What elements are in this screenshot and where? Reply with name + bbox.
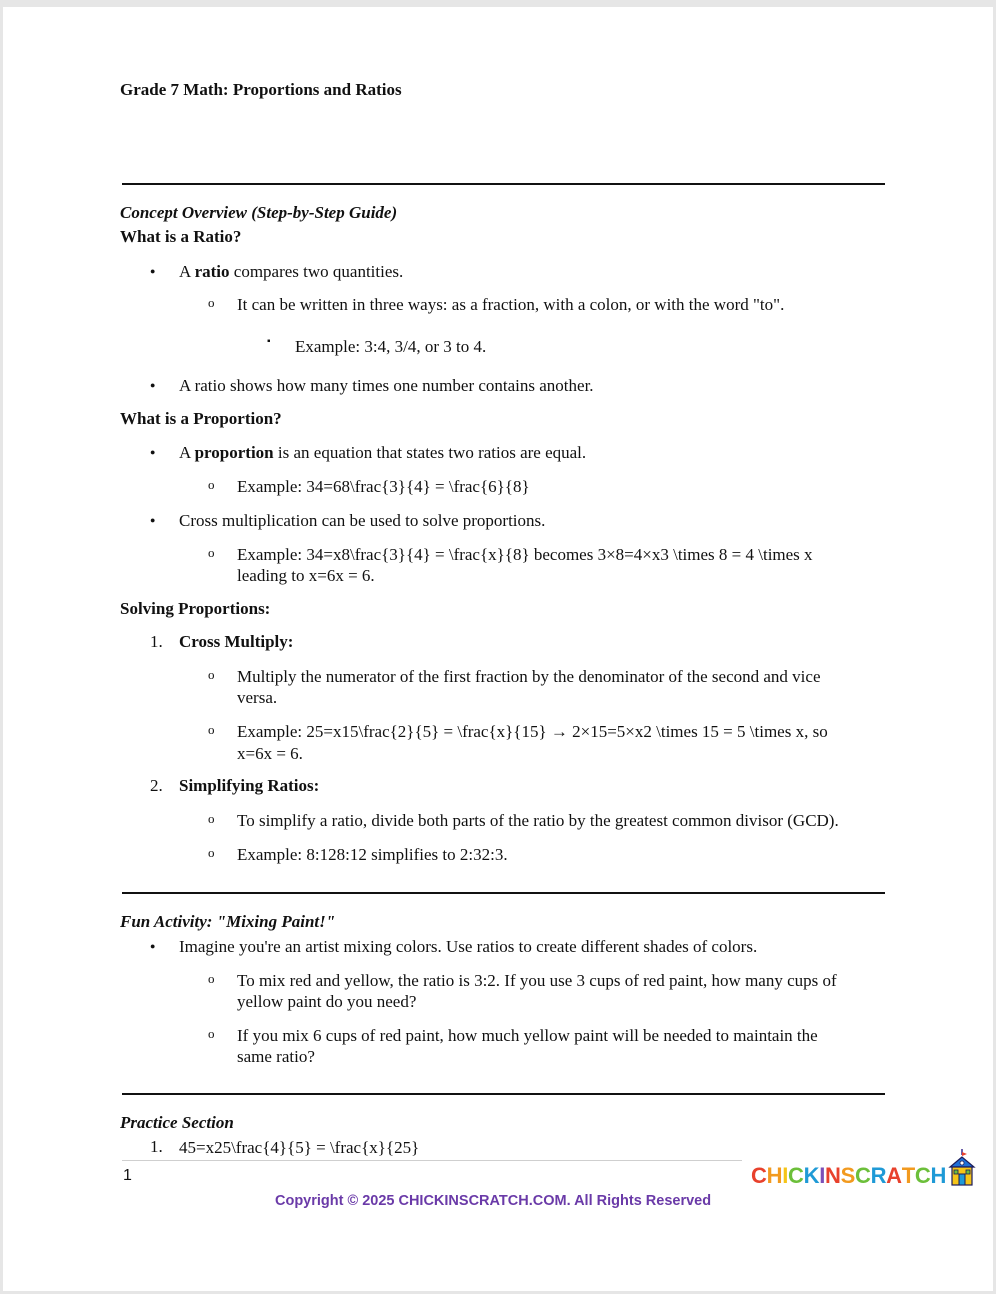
bullet-square: ▪ [267,336,271,347]
section-heading-practice: Practice Section [120,1113,234,1132]
bullet-circle: o [208,845,215,860]
logo-letter: H [930,1163,947,1188]
practice-problem: 45=x25\frac{4}{5} = \frac{x}{25} [179,1138,420,1157]
list-item-continued: leading to x=6x = 6. [237,566,375,585]
list-item: Example: 34=68\frac{3}{4} = \frac{6}{8} [237,477,530,496]
logo-letter: T [901,1163,915,1188]
list-item: Example: 34=x8\frac{3}{4} = \frac{x}{8} becomes 3×8=4×x3 \times 8 = 4 \times x [237,545,813,564]
list-item: Cross multiplication can be used to solve proportions. [179,511,546,530]
logo-letter: C [751,1163,767,1188]
subheading-ratio: What is a Ratio? [120,227,242,246]
logo-letter: H [766,1163,783,1188]
list-item: Imagine you're an artist mixing colors. Use ratios to create different shades of colors. [179,937,758,956]
list-item: A ratio shows how many times one number contains another. [179,376,594,395]
bullet-disc [150,261,155,281]
logo-letter: C [854,1163,871,1188]
bullet-circle: o [208,295,215,310]
list-item: To mix red and yellow, the ratio is 3:2. If you use 3 cups of red paint, how many cups of [237,971,837,990]
list-item: A ratio compares two quantities. [179,262,404,281]
list-item-continued: versa. [237,688,278,707]
step-label: Simplifying Ratios: [179,776,320,795]
divider [122,892,885,894]
step-label: Cross Multiply: [179,632,294,651]
list-item: To simplify a ratio, divide both parts of the ratio by the greatest common divisor (GCD). [237,811,839,830]
schoolhouse-icon [948,1149,976,1189]
list-item: A proportion is an equation that states two ratios are equal. [179,443,587,462]
bullet-circle: o [208,811,215,826]
subheading-solving: Solving Proportions: [120,599,271,618]
list-item-continued: x=6x = 6. [237,744,303,763]
logo-letter: R [870,1163,887,1188]
bullet-disc [150,442,155,462]
list-item: It can be written in three ways: as a fraction, with a colon, or with the word "to". [237,295,785,314]
bullet-circle: o [208,545,215,560]
logo-letter: K [803,1163,820,1188]
logo-letter: I [782,1163,788,1188]
bullet-circle: o [208,667,215,682]
divider [122,183,885,185]
logo-letter: C [788,1163,804,1188]
list-item: Multiply the numerator of the first fraction by the denominator of the second and vice [237,667,821,686]
list-item-continued: yellow paint do you need? [237,992,417,1011]
logo-letter: C [914,1163,931,1188]
document-page [3,7,993,1291]
bullet-circle: o [208,477,215,492]
logo-letter: I [819,1163,825,1188]
list-item: If you mix 6 cups of red paint, how much yellow paint will be needed to maintain the [237,1026,818,1045]
copyright-text: Copyright © 2025 CHICKINSCRATCH.COM. All Rights Reserved [275,1193,712,1209]
logo-letter: S [840,1163,855,1188]
section-heading-concept: Concept Overview (Step-by-Step Guide) [120,203,398,222]
logo-wordmark [751,1163,946,1189]
list-number: 2. [150,776,163,795]
page-number: 1 [123,1167,132,1184]
bullet-disc [150,510,155,530]
logo-letter: A [886,1163,902,1188]
bullet-disc [150,936,155,956]
bullet-circle: o [208,722,215,737]
list-item: Example: 25=x15\frac{2}{5} = \frac{x}{15} → 2×15=5×x2 \times 15 = 5 \times x, so [237,722,828,741]
logo-letter: N [825,1163,841,1188]
list-item: Example: 3:4, 3/4, or 3 to 4. [295,337,487,356]
document-title: Grade 7 Math: Proportions and Ratios [120,80,402,99]
subheading-proportion: What is a Proportion? [120,409,282,428]
footer-divider [122,1160,742,1161]
list-item-continued: same ratio? [237,1047,315,1066]
brand-logo [751,1149,976,1189]
bullet-disc [150,375,155,395]
list-item: Example: 8:128:12 simplifies to 2:32:3. [237,845,508,864]
list-number: 1. [150,1137,163,1156]
bullet-circle: o [208,971,215,986]
section-heading-activity: Fun Activity: "Mixing Paint!" [120,912,336,931]
divider [122,1093,885,1095]
bullet-circle: o [208,1026,215,1041]
list-number: 1. [150,632,163,651]
